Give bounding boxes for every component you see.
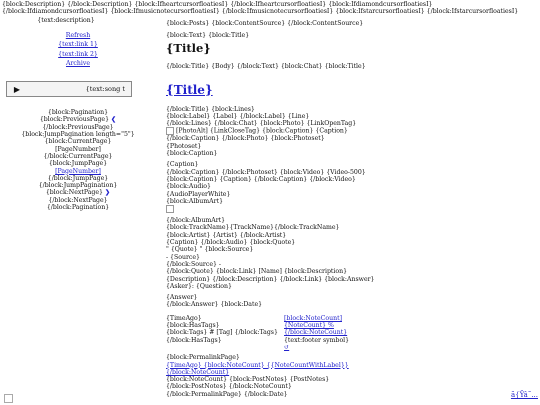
quote-row: " {Quote} " {block:Source} [166,246,254,254]
archive-link[interactable]: Archive [65,59,90,67]
jump-page-number-link[interactable]: [PageNumber] [55,167,101,175]
post-footer-meta [166,315,538,351]
photo-row [166,127,538,135]
note-count-close-link[interactable]: {/block:NoteCount} [166,368,230,376]
posts-column [166,20,538,398]
next-page-row [6,189,150,196]
footer-right [284,315,404,351]
source-row: - {Source} [166,253,200,261]
custom-link-1[interactable]: {text:link 1} [58,41,98,49]
permalink-open: {block:PermalinkPage} [166,354,240,362]
refresh-link[interactable]: Refresh [65,32,91,39]
lines-row: {Description} {/block:Description} {/block:Link} {block:Answer} [166,275,375,283]
permalink-notes-link[interactable]: {TimeAgo} {block:NoteCount} {{NoteCountWithLabel}} [166,361,349,369]
lines-row: {/block:Source} - [166,260,222,268]
current-page-close: {/block:CurrentPage} [43,152,113,160]
previous-page-open: {block:PreviousPage} [39,116,110,124]
description-block-line: {block:Description} {/block:Description} {block:IfheartcursorfloatiesI} {/block:IfheartcursorfloatiesI} {block:IfdiamondcursorfloatiesI} {/block:IfdiamondcursorfloatiesI} {block:IfmusicnotecursorfloatiesI} {/block:IfmusicnotecursorfloatiesI} {block:IfstarcursorfloatiesI} {/block:IfstarcursorfloatiesI} [2,1,519,16]
artist-row: {block:Artist} {Artist} {/block:Artist} [166,231,287,239]
broken-image-icon [166,127,174,135]
photo-alt-text: [PhotoAlt] {LinkCloseTag} {block:Caption} {Caption} [176,127,348,135]
note-count-close-link[interactable]: {/block:NoteCount} [284,329,348,337]
link-row[interactable] [166,268,538,275]
lines-row: {/block:Answer} {block:Date} [166,301,263,309]
jump-pagination-close: {/block:JumpPagination} [38,182,118,190]
corner-link[interactable]: ã{Ÿâ˜... [510,391,538,399]
play-icon[interactable]: ▶ [13,84,21,94]
lines-row: {Caption} {/block:Audio} {block:Quote} [166,239,296,247]
reblog-icon[interactable]: ↺ [284,343,290,351]
lines-row: {Caption} [166,161,199,169]
post-lines-block [166,106,538,309]
pagination-open: {block:Pagination} [47,109,109,117]
song-title: {text:song t [85,84,125,93]
lines-row: {block:Label} {Label} {/block:Label} {Line} [166,112,310,120]
album-art-image [166,205,538,213]
jump-page-open: {block:JumpPage} [48,160,108,168]
asker-row: {Asker}: {Question} [166,282,232,290]
tags-open: {block:HasTags} [166,322,220,330]
jump-pagination-open: {block:JumpPagination length="5"} [21,131,135,139]
current-page-number: [PageNumber] [55,145,101,153]
text-post-close: {/block:Title} {Body} {/block:Text} {block:Chat} {block:Title} [166,63,366,71]
lines-row: {/block:Lines} {/block:Chat} {block:Photo} {LinkOpenTag} [166,120,357,128]
text-post-open: {block:Text} {block:Title} [166,32,250,39]
current-page-open: {block:CurrentPage} [44,138,112,146]
sidebar [6,32,150,211]
posts-header: {block:Posts} {block:ContentSource} {/block:ContentSource} [166,20,364,27]
description-text: {text:description} [37,17,95,24]
answer-row: {Answer} [166,294,198,302]
lines-row: {block:Caption} [166,150,218,158]
permalink-close: {/block:PermalinkPage} {/block:Date} [166,390,288,398]
link-name-text[interactable]: {/block:Quote} {block:Link} [Name] {block:Description} [166,268,348,276]
broken-image-icon [166,205,174,213]
tags-close: {/block:HasTags} [166,336,222,344]
permalink-block [166,354,538,398]
custom-link-2[interactable]: {text:link 2} [58,50,98,58]
lines-row: {block:AlbumArt} [166,197,224,205]
broken-image-icon [4,394,13,403]
footer-symbol: {text:footer symbol} [284,336,350,344]
lines-row: {block:Audio} [166,183,211,191]
previous-arrow-icon[interactable]: ❮ [110,116,117,124]
previous-page-close: {/block:PreviousPage} [42,123,114,131]
sidebar-nav [6,32,150,67]
lines-row: {/block:Caption} {/block:Photo} {block:Photoset} [166,135,325,143]
jump-page-close: {/block:JumpPage} [47,174,109,182]
text-post-title: {Title} [166,41,211,56]
post-notes-open: {block:NoteCount} {block:PostNotes} {PostNotes} [166,376,330,384]
lines-row: {/block:Title} {block:Lines} [166,105,255,113]
lines-row: {Photoset} [166,142,202,150]
footer-left [166,315,284,351]
music-player [6,81,132,97]
previous-page-row [6,116,150,123]
note-count-value-link[interactable]: {NoteCount} % [284,322,334,330]
pagination-close: {/block:Pagination} [46,204,110,212]
chat-post-title-link[interactable]: {Title} [166,82,213,97]
lines-row: {/block:Caption} {/block:Photoset} {block:Video} {Video-500} [166,168,366,176]
note-count-link[interactable]: [block:NoteCount] [284,314,342,322]
post-notes-close: {/block:PostNotes} {/block:NoteCount} [166,383,292,391]
next-page-close: {/block:NextPage} [48,196,108,204]
lines-row: {block:Caption} {Caption} {/block:Caption} {/block:Video} [166,175,356,183]
next-page-open: {block:NextPage} [45,189,103,197]
lines-row: {AudioPlayerWhite} [166,190,231,198]
track-name-row: {block:TrackName}{TrackName}{/block:TrackName} [166,224,340,232]
lines-row: {/block:AlbumArt} [166,217,226,225]
tag-link[interactable]: {block:Tags} # [Tag] {/block:Tags} [166,329,278,337]
pagination [6,109,150,211]
next-arrow-icon[interactable]: ❯ [104,189,111,197]
time-ago: {TimeAgo} [166,314,202,322]
